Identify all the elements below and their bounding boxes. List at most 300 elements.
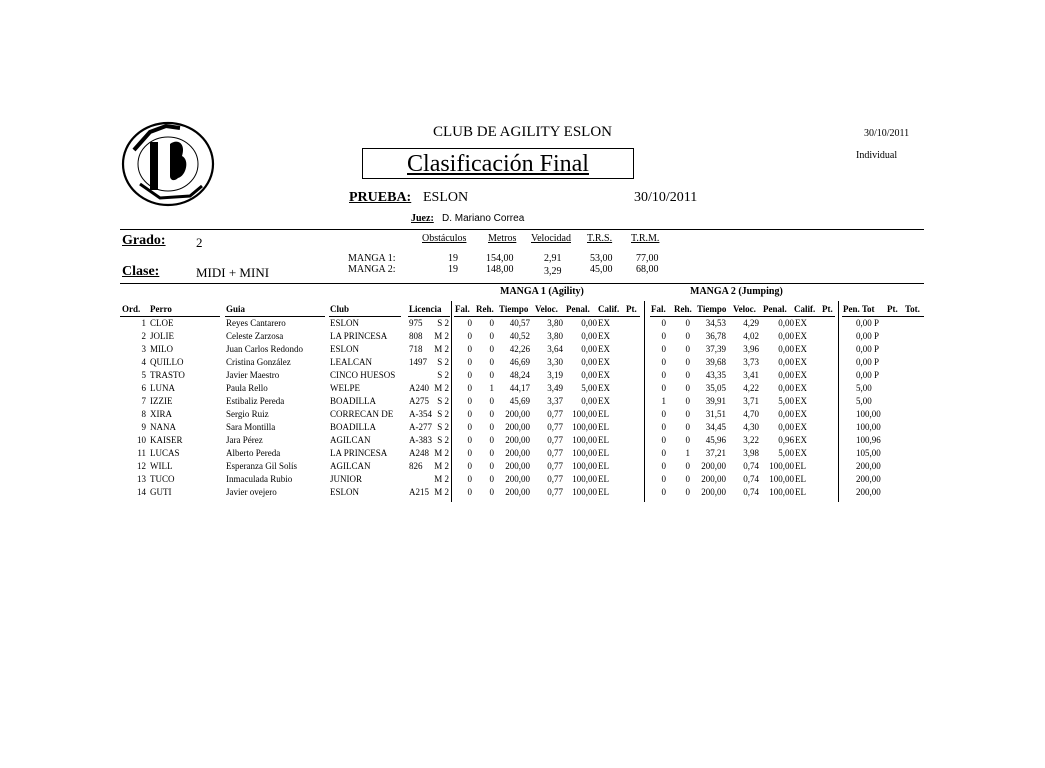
col-veloc-1: Veloc. bbox=[535, 304, 558, 314]
cell-tiempo2: 34,45 bbox=[705, 422, 726, 432]
cell-fal2: 0 bbox=[661, 344, 666, 354]
cell-ord: 4 bbox=[141, 357, 146, 367]
cell-calif1: EX bbox=[598, 344, 610, 354]
cell-veloc1: 3,37 bbox=[547, 396, 563, 406]
cell-perro: CLOE bbox=[150, 318, 174, 328]
cell-penal1: 100,00 bbox=[572, 435, 597, 445]
cell-licencia: A-354 bbox=[409, 409, 432, 419]
juez-value: D. Mariano Correa bbox=[442, 213, 525, 224]
cell-penal2: 0,00 bbox=[778, 331, 794, 341]
cell-penal1: 5,00 bbox=[581, 383, 597, 393]
cell-penal2: 100,00 bbox=[769, 487, 794, 497]
cell-penal2: 0,96 bbox=[778, 435, 794, 445]
grado-label: Grado: bbox=[122, 233, 166, 248]
cell-cat: M 2 bbox=[434, 344, 449, 354]
cell-tiempo1: 40,52 bbox=[509, 331, 530, 341]
cell-guia: Celeste Zarzosa bbox=[226, 331, 284, 341]
cell-veloc1: 0,77 bbox=[547, 487, 563, 497]
column-separator bbox=[838, 301, 839, 502]
cell-penal2: 0,00 bbox=[778, 318, 794, 328]
cell-perro: XIRA bbox=[150, 409, 172, 419]
cell-club: ESLON bbox=[330, 344, 359, 354]
cell-penal2: 5,00 bbox=[778, 448, 794, 458]
manga2-label: MANGA 2: bbox=[348, 264, 396, 275]
cell-ord: 9 bbox=[141, 422, 146, 432]
cell-calif1: EL bbox=[598, 461, 609, 471]
cell-fal1: 0 bbox=[467, 487, 472, 497]
cell-reh2: 0 bbox=[685, 331, 690, 341]
cell-club: CORRECAN DE bbox=[330, 409, 394, 419]
col-pt-3: Pt. bbox=[887, 304, 898, 314]
cell-penal1: 0,00 bbox=[581, 318, 597, 328]
cell-pentot: 0,00 P bbox=[856, 357, 880, 367]
cell-licencia: 826 bbox=[409, 461, 423, 471]
grado-value: 2 bbox=[196, 235, 203, 250]
col-tiempo-1: Tiempo bbox=[499, 304, 529, 314]
cell-penal2: 5,00 bbox=[778, 396, 794, 406]
cell-reh1: 0 bbox=[489, 474, 494, 484]
cell-fal1: 0 bbox=[467, 357, 472, 367]
cell-perro: JOLIE bbox=[150, 331, 174, 341]
cell-fal1: 0 bbox=[467, 318, 472, 328]
cell-penal2: 0,00 bbox=[778, 422, 794, 432]
cell-club: JUNIOR bbox=[330, 474, 363, 484]
cell-calif2: EX bbox=[795, 318, 807, 328]
cell-veloc1: 0,77 bbox=[547, 461, 563, 471]
cell-pentot: 0,00 P bbox=[856, 370, 880, 380]
cell-calif1: EL bbox=[598, 487, 609, 497]
cell-licencia: 718 bbox=[409, 344, 423, 354]
manga1-label: MANGA 1: bbox=[348, 253, 396, 264]
cell-veloc2: 0,74 bbox=[743, 487, 759, 497]
cell-fal1: 0 bbox=[467, 474, 472, 484]
cell-reh2: 0 bbox=[685, 461, 690, 471]
col-tiempo-2: Tiempo bbox=[697, 304, 727, 314]
cell-licencia: A-277 bbox=[409, 422, 432, 432]
cell-guia: Sara Montilla bbox=[226, 422, 276, 432]
header-obstaculos: Obstáculos bbox=[422, 233, 467, 244]
cell-calif2: EX bbox=[795, 422, 807, 432]
manga1-title: MANGA 1 (Agility) bbox=[500, 286, 584, 297]
cell-calif1: EL bbox=[598, 422, 609, 432]
cell-guia: Juan Carlos Redondo bbox=[226, 344, 303, 354]
col-pt-1: Pt. bbox=[626, 304, 637, 314]
cell-calif2: EX bbox=[795, 331, 807, 341]
cell-pentot: 0,00 P bbox=[856, 318, 880, 328]
col-licencia: Licencia bbox=[409, 304, 442, 314]
cell-club: ESLON bbox=[330, 318, 359, 328]
cell-ord: 11 bbox=[137, 448, 146, 458]
cell-reh2: 0 bbox=[685, 357, 690, 367]
manga1-obst: 19 bbox=[448, 253, 458, 264]
cell-perro: MILO bbox=[150, 344, 173, 354]
cell-fal1: 0 bbox=[467, 331, 472, 341]
cell-fal1: 0 bbox=[467, 435, 472, 445]
col-guia: Guia bbox=[226, 304, 246, 314]
manga1-trs: 53,00 bbox=[590, 253, 613, 264]
clase-value: MIDI + MINI bbox=[196, 265, 270, 280]
cell-veloc1: 0,77 bbox=[547, 435, 563, 445]
cell-guia: Javier Maestro bbox=[226, 370, 280, 380]
cell-tiempo1: 200,00 bbox=[505, 487, 530, 497]
cell-calif2: EX bbox=[795, 448, 807, 458]
cell-fal2: 0 bbox=[661, 422, 666, 432]
cell-penal2: 0,00 bbox=[778, 383, 794, 393]
cell-reh1: 0 bbox=[489, 370, 494, 380]
report-title: Clasificación Final bbox=[362, 148, 634, 179]
cell-tiempo2: 200,00 bbox=[701, 487, 726, 497]
cell-calif2: EL bbox=[795, 474, 806, 484]
cell-veloc2: 3,73 bbox=[743, 357, 759, 367]
cell-licencia: A215 bbox=[409, 487, 429, 497]
cell-fal1: 0 bbox=[467, 461, 472, 471]
cell-calif1: EL bbox=[598, 435, 609, 445]
cell-perro: KAISER bbox=[150, 435, 183, 445]
cell-veloc1: 3,19 bbox=[547, 370, 563, 380]
cell-perro: QUILLO bbox=[150, 357, 184, 367]
header-underline bbox=[225, 316, 325, 317]
cell-calif2: EX bbox=[795, 409, 807, 419]
cell-reh1: 1 bbox=[489, 383, 494, 393]
cell-tiempo1: 48,24 bbox=[509, 370, 530, 380]
clase-label: Clase: bbox=[122, 264, 160, 279]
header-velocidad: Velocidad bbox=[531, 233, 571, 244]
cell-ord: 14 bbox=[137, 487, 146, 497]
cell-guia: Esperanza Gil Solís bbox=[226, 461, 297, 471]
cell-penal1: 0,00 bbox=[581, 370, 597, 380]
cell-club: BOADILLA bbox=[330, 396, 376, 406]
cell-guia: Cristina González bbox=[226, 357, 291, 367]
manga1-metros: 154,00 bbox=[486, 253, 514, 264]
cell-veloc2: 3,22 bbox=[743, 435, 759, 445]
cell-reh2: 0 bbox=[685, 409, 690, 419]
report-mode: Individual bbox=[856, 150, 898, 161]
cell-tiempo1: 44,17 bbox=[509, 383, 530, 393]
cell-reh2: 0 bbox=[685, 435, 690, 445]
cell-veloc1: 0,77 bbox=[547, 474, 563, 484]
report-date: 30/10/2011 bbox=[864, 128, 910, 139]
col-penal-1: Penal. bbox=[566, 304, 590, 314]
cell-penal2: 0,00 bbox=[778, 344, 794, 354]
cell-perro: NANA bbox=[150, 422, 176, 432]
col-fal-2: Fal. bbox=[651, 304, 666, 314]
cell-veloc1: 3,80 bbox=[547, 318, 563, 328]
cell-calif1: EL bbox=[598, 474, 609, 484]
cell-reh1: 0 bbox=[489, 318, 494, 328]
cell-fal2: 0 bbox=[661, 409, 666, 419]
cell-calif2: EX bbox=[795, 344, 807, 354]
cell-veloc2: 0,74 bbox=[743, 461, 759, 471]
cell-penal1: 100,00 bbox=[572, 409, 597, 419]
header-trm: T.R.M. bbox=[631, 233, 660, 244]
cell-guia: Alberto Pereda bbox=[226, 448, 281, 458]
cell-perro: TUCO bbox=[150, 474, 175, 484]
header-trs: T.R.S. bbox=[587, 233, 613, 244]
cell-cat: M 2 bbox=[434, 448, 449, 458]
cell-veloc1: 3,49 bbox=[547, 383, 563, 393]
cell-penal2: 100,00 bbox=[769, 474, 794, 484]
col-reh-1: Reh. bbox=[476, 304, 494, 314]
cell-club: BOADILLA bbox=[330, 422, 376, 432]
cell-perro: WILL bbox=[150, 461, 173, 471]
cell-penal2: 0,00 bbox=[778, 370, 794, 380]
cell-tiempo2: 35,05 bbox=[705, 383, 726, 393]
cell-reh1: 0 bbox=[489, 461, 494, 471]
cell-fal1: 0 bbox=[467, 409, 472, 419]
cell-reh2: 1 bbox=[685, 448, 690, 458]
cell-calif2: EL bbox=[795, 461, 806, 471]
cell-reh1: 0 bbox=[489, 331, 494, 341]
manga2-trs: 45,00 bbox=[590, 264, 613, 275]
cell-reh1: 0 bbox=[489, 409, 494, 419]
cell-fal2: 0 bbox=[661, 487, 666, 497]
cell-tiempo2: 37,21 bbox=[705, 448, 726, 458]
cell-penal1: 100,00 bbox=[572, 487, 597, 497]
cell-club: LA PRINCESA bbox=[330, 448, 388, 458]
cell-calif1: EX bbox=[598, 370, 610, 380]
cell-ord: 5 bbox=[141, 370, 146, 380]
cell-cat: M 2 bbox=[434, 474, 449, 484]
cell-tiempo2: 39,91 bbox=[705, 396, 726, 406]
header-underline bbox=[120, 316, 220, 317]
cell-reh2: 0 bbox=[685, 344, 690, 354]
cell-veloc2: 3,98 bbox=[743, 448, 759, 458]
col-calif-1: Calif. bbox=[598, 304, 620, 314]
cell-cat: M 2 bbox=[434, 461, 449, 471]
cell-cat: M 2 bbox=[434, 383, 449, 393]
cell-fal1: 0 bbox=[467, 383, 472, 393]
cell-club: LEALCAN bbox=[330, 357, 372, 367]
cell-tiempo1: 200,00 bbox=[505, 461, 530, 471]
cell-tiempo1: 200,00 bbox=[505, 448, 530, 458]
cell-reh2: 0 bbox=[685, 318, 690, 328]
cell-tiempo2: 39,68 bbox=[705, 357, 726, 367]
prueba-date: 30/10/2011 bbox=[634, 190, 698, 205]
cell-ord: 2 bbox=[141, 331, 146, 341]
col-perro: Perro bbox=[150, 304, 172, 314]
cell-veloc2: 3,71 bbox=[743, 396, 759, 406]
cell-tiempo1: 40,57 bbox=[509, 318, 530, 328]
cell-calif2: EX bbox=[795, 357, 807, 367]
header-metros: Metros bbox=[488, 233, 517, 244]
column-separator bbox=[644, 301, 645, 502]
prueba-value: ESLON bbox=[423, 190, 469, 205]
cell-penal1: 0,00 bbox=[581, 357, 597, 367]
cell-calif1: EX bbox=[598, 396, 610, 406]
cell-calif2: EX bbox=[795, 396, 807, 406]
cell-licencia: A240 bbox=[409, 383, 429, 393]
col-penal-2: Penal. bbox=[763, 304, 787, 314]
manga2-metros: 148,00 bbox=[486, 264, 514, 275]
cell-tiempo2: 200,00 bbox=[701, 461, 726, 471]
cell-perro: IZZIE bbox=[150, 396, 173, 406]
cell-cat: S 2 bbox=[437, 435, 449, 445]
cell-licencia: A275 bbox=[409, 396, 429, 406]
cell-cat: S 2 bbox=[437, 422, 449, 432]
divider bbox=[120, 229, 924, 230]
cell-club: WELPE bbox=[330, 383, 360, 393]
cell-reh1: 0 bbox=[489, 344, 494, 354]
juez-label: Juez: bbox=[411, 213, 434, 224]
cell-fal2: 0 bbox=[661, 435, 666, 445]
col-calif-2: Calif. bbox=[794, 304, 816, 314]
cell-tiempo1: 42,26 bbox=[509, 344, 530, 354]
cell-cat: S 2 bbox=[437, 370, 449, 380]
col-pt-2: Pt. bbox=[822, 304, 833, 314]
cell-ord: 3 bbox=[141, 344, 146, 354]
cell-licencia: 808 bbox=[409, 331, 423, 341]
cell-veloc2: 0,74 bbox=[743, 474, 759, 484]
cell-fal1: 0 bbox=[467, 448, 472, 458]
cell-penal1: 0,00 bbox=[581, 344, 597, 354]
cell-perro: LUNA bbox=[150, 383, 175, 393]
cell-penal1: 0,00 bbox=[581, 331, 597, 341]
cell-fal2: 0 bbox=[661, 370, 666, 380]
cell-penal1: 100,00 bbox=[572, 448, 597, 458]
cell-penal1: 100,00 bbox=[572, 422, 597, 432]
cell-reh1: 0 bbox=[489, 487, 494, 497]
cell-penal2: 0,00 bbox=[778, 409, 794, 419]
cell-reh1: 0 bbox=[489, 422, 494, 432]
cell-guia: Reyes Cantarero bbox=[226, 318, 286, 328]
col-reh-2: Reh. bbox=[674, 304, 692, 314]
cell-fal1: 0 bbox=[467, 396, 472, 406]
cell-reh2: 0 bbox=[685, 383, 690, 393]
cell-fal2: 1 bbox=[661, 396, 666, 406]
cell-reh1: 0 bbox=[489, 396, 494, 406]
cell-veloc2: 3,96 bbox=[743, 344, 759, 354]
cell-reh2: 0 bbox=[685, 422, 690, 432]
manga2-title: MANGA 2 (Jumping) bbox=[690, 286, 783, 297]
cell-fal1: 0 bbox=[467, 344, 472, 354]
column-separator bbox=[451, 301, 452, 502]
cell-ord: 10 bbox=[137, 435, 146, 445]
manga2-vel: 3,29 bbox=[544, 266, 562, 277]
cell-reh1: 0 bbox=[489, 448, 494, 458]
cell-penal1: 0,00 bbox=[581, 396, 597, 406]
cell-club: LA PRINCESA bbox=[330, 331, 388, 341]
cell-penal2: 0,00 bbox=[778, 357, 794, 367]
cell-pentot: 5,00 bbox=[856, 383, 872, 393]
cell-calif1: EX bbox=[598, 318, 610, 328]
cell-perro: GUTI bbox=[150, 487, 172, 497]
cell-tiempo1: 200,00 bbox=[505, 474, 530, 484]
cell-reh2: 0 bbox=[685, 370, 690, 380]
header-underline bbox=[454, 316, 640, 317]
cell-cat: M 2 bbox=[434, 487, 449, 497]
cell-ord: 6 bbox=[141, 383, 146, 393]
cell-veloc1: 3,80 bbox=[547, 331, 563, 341]
col-pentot: Pen. Tot bbox=[843, 304, 875, 314]
divider bbox=[120, 283, 924, 284]
cell-pentot: 200,00 bbox=[856, 487, 881, 497]
cell-pentot: 200,00 bbox=[856, 474, 881, 484]
col-club: Club bbox=[330, 304, 350, 314]
cell-reh2: 0 bbox=[685, 487, 690, 497]
cell-tiempo2: 34,53 bbox=[705, 318, 726, 328]
cell-tiempo2: 45,96 bbox=[705, 435, 726, 445]
cell-fal2: 0 bbox=[661, 331, 666, 341]
cell-fal1: 0 bbox=[467, 422, 472, 432]
cell-guia: Sergio Ruiz bbox=[226, 409, 269, 419]
cell-fal2: 0 bbox=[661, 318, 666, 328]
cell-pentot: 100,96 bbox=[856, 435, 881, 445]
cell-veloc1: 3,64 bbox=[547, 344, 563, 354]
cell-veloc2: 4,22 bbox=[743, 383, 759, 393]
manga1-trm: 77,00 bbox=[636, 253, 659, 264]
cell-veloc2: 3,41 bbox=[743, 370, 759, 380]
header-underline bbox=[650, 316, 835, 317]
cell-calif2: EL bbox=[795, 487, 806, 497]
cell-veloc1: 0,77 bbox=[547, 422, 563, 432]
cell-tiempo1: 46,69 bbox=[509, 357, 530, 367]
cell-calif1: EX bbox=[598, 383, 610, 393]
cell-club: AGILCAN bbox=[330, 435, 371, 445]
cell-club: AGILCAN bbox=[330, 461, 371, 471]
cell-tiempo1: 200,00 bbox=[505, 435, 530, 445]
cell-tiempo2: 37,39 bbox=[705, 344, 726, 354]
cell-calif1: EX bbox=[598, 357, 610, 367]
cell-ord: 7 bbox=[141, 396, 146, 406]
cell-tiempo2: 36,78 bbox=[705, 331, 726, 341]
cell-pentot: 100,00 bbox=[856, 422, 881, 432]
manga2-obst: 19 bbox=[448, 264, 458, 275]
cell-tiempo1: 200,00 bbox=[505, 422, 530, 432]
col-ord: Ord. bbox=[122, 304, 141, 314]
cell-tiempo1: 45,69 bbox=[509, 396, 530, 406]
cell-perro: TRASTO bbox=[150, 370, 185, 380]
cell-licencia: 1497 bbox=[409, 357, 427, 367]
cell-veloc2: 4,30 bbox=[743, 422, 759, 432]
cell-cat: S 2 bbox=[437, 409, 449, 419]
manga1-vel: 2,91 bbox=[544, 253, 562, 264]
cell-pentot: 0,00 P bbox=[856, 344, 880, 354]
cell-fal2: 0 bbox=[661, 383, 666, 393]
cell-calif1: EX bbox=[598, 331, 610, 341]
cell-cat: S 2 bbox=[437, 318, 449, 328]
cell-licencia: 975 bbox=[409, 318, 423, 328]
cell-tiempo2: 31,51 bbox=[705, 409, 726, 419]
cell-club: ESLON bbox=[330, 487, 359, 497]
cell-veloc1: 0,77 bbox=[547, 448, 563, 458]
club-name: CLUB DE AGILITY ESLON bbox=[432, 124, 612, 140]
cell-veloc2: 4,70 bbox=[743, 409, 759, 419]
cell-guia: Estibaliz Pereda bbox=[226, 396, 285, 406]
cell-reh1: 0 bbox=[489, 357, 494, 367]
cell-ord: 12 bbox=[137, 461, 146, 471]
cell-fal2: 0 bbox=[661, 357, 666, 367]
cell-pentot: 200,00 bbox=[856, 461, 881, 471]
cell-cat: S 2 bbox=[437, 396, 449, 406]
cell-fal1: 0 bbox=[467, 370, 472, 380]
cell-licencia: A248 bbox=[409, 448, 429, 458]
cell-veloc1: 3,30 bbox=[547, 357, 563, 367]
cell-guia: Paula Rello bbox=[226, 383, 268, 393]
cell-calif1: EL bbox=[598, 409, 609, 419]
cell-veloc2: 4,29 bbox=[743, 318, 759, 328]
cell-reh2: 0 bbox=[685, 474, 690, 484]
cell-calif1: EL bbox=[598, 448, 609, 458]
cell-ord: 1 bbox=[141, 318, 146, 328]
cell-tiempo2: 200,00 bbox=[701, 474, 726, 484]
cell-ord: 8 bbox=[141, 409, 146, 419]
cell-tiempo1: 200,00 bbox=[505, 409, 530, 419]
cell-fal2: 0 bbox=[661, 461, 666, 471]
col-veloc-2: Veloc. bbox=[733, 304, 756, 314]
cell-guia: Inmaculada Rubio bbox=[226, 474, 293, 484]
cell-pentot: 0,00 P bbox=[856, 331, 880, 341]
cell-ord: 13 bbox=[137, 474, 146, 484]
